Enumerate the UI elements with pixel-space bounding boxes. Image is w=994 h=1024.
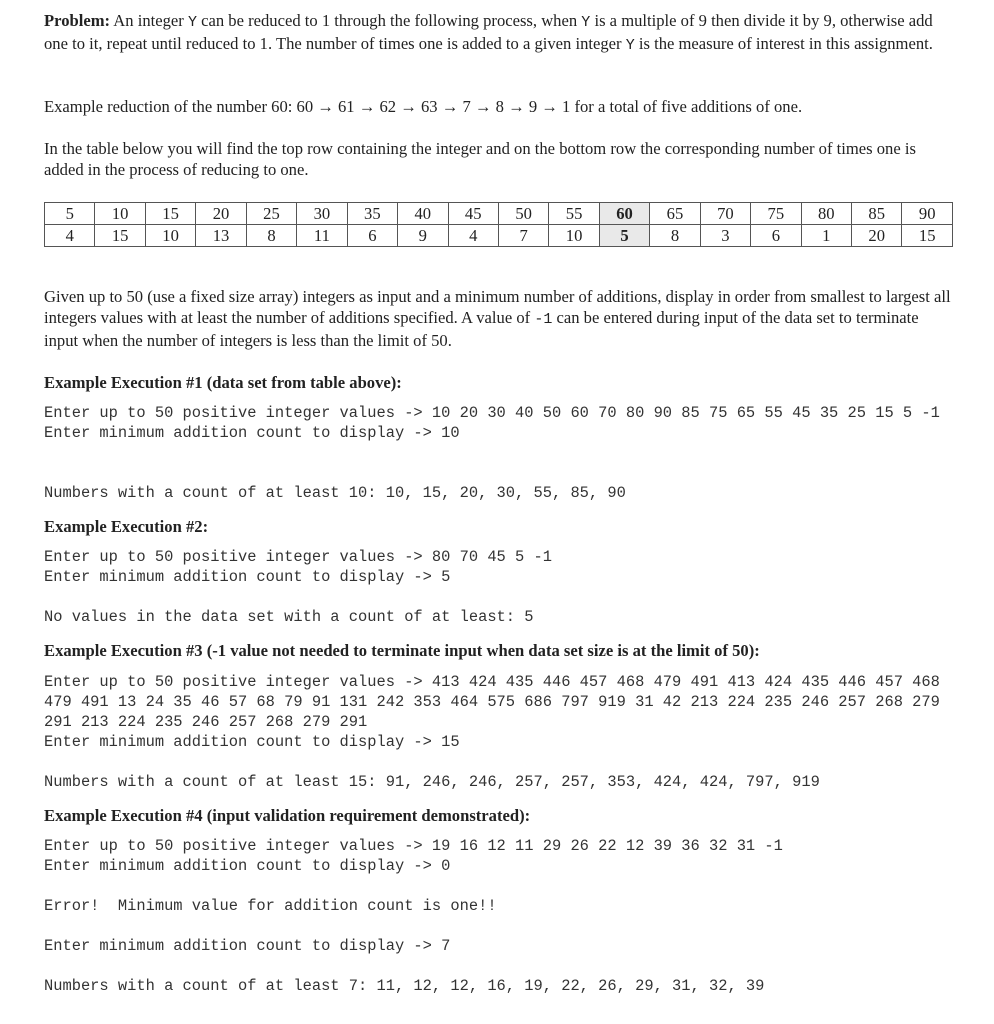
example-reduction: Example reduction of the number 60: 60 → 61 → 62 → 63 → 7 → 8 → 9 → 1 for a total of five additions of one. bbox=[44, 97, 803, 116]
task-text-2: can be entered during input of the data set to terminate input when the number of integers is less than the limit of 50. bbox=[44, 308, 919, 350]
addition-count-cell: 8 bbox=[246, 225, 296, 247]
example-4-reprompt: Enter minimum addition count to display -> 7 bbox=[44, 937, 451, 955]
addition-count-cell: 4 bbox=[448, 225, 498, 247]
example-2-count-prompt: Enter minimum addition count to display -> 5 bbox=[44, 568, 451, 586]
reduction-table bbox=[44, 202, 953, 247]
table-intro: In the table below you will find the top row containing the integer and on the bottom row the corresponding number of times one is added in the process of reducing to one. bbox=[44, 139, 916, 179]
task-text-1: Given up to 50 (use a fixed size array) integers as input and a minimum number of additions, display in order from smallest to largest all integers values with at least the number of additions specified. A value of bbox=[44, 287, 951, 327]
example-1-title: Example Execution #1 (data set from table above): bbox=[44, 373, 402, 392]
addition-count-cell: 10 bbox=[145, 225, 195, 247]
addition-count-cell: 20 bbox=[852, 225, 902, 247]
problem-text-4: is the measure of interest in this assignment. bbox=[634, 34, 933, 53]
integer-cell: 75 bbox=[751, 203, 801, 225]
addition-count-cell: 6 bbox=[347, 225, 397, 247]
example-2-console bbox=[44, 547, 954, 587]
integer-cell: 80 bbox=[801, 203, 851, 225]
example-1-result: Numbers with a count of at least 10: 10, 15, 20, 30, 55, 85, 90 bbox=[44, 484, 626, 502]
variable-y: Y bbox=[187, 14, 197, 31]
problem-label: Problem: bbox=[44, 11, 111, 30]
integer-row bbox=[45, 203, 953, 225]
example-4-result: Numbers with a count of at least 7: 11, 12, 12, 16, 19, 22, 26, 29, 31, 32, 39 bbox=[44, 977, 765, 995]
variable-y: Y bbox=[581, 14, 591, 31]
sentinel-value: -1 bbox=[534, 311, 553, 328]
integer-cell: 30 bbox=[297, 203, 347, 225]
addition-count-row bbox=[45, 225, 953, 247]
addition-count-cell: 13 bbox=[196, 225, 246, 247]
example-4-error: Error! Minimum value for addition count is one!! bbox=[44, 897, 497, 915]
example-4-count-prompt: Enter minimum addition count to display -> 0 bbox=[44, 857, 451, 875]
addition-count-cell: 7 bbox=[498, 225, 548, 247]
integer-cell: 5 bbox=[45, 203, 95, 225]
addition-count-cell: 6 bbox=[751, 225, 801, 247]
addition-count-cell: 10 bbox=[549, 225, 599, 247]
example-3-input-prompt: Enter up to 50 positive integer values -> 413 424 435 446 457 468 479 491 413 424 435 446 457 468 479 491 13 24 35 46 57 68 79 91 131 242 353 464 575 686 797 919 31 42 213 224 235 246 257 268 279 291 213 224 235 246 257 268 279 291 bbox=[44, 673, 950, 731]
addition-count-cell: 15 bbox=[95, 225, 145, 247]
integer-cell: 70 bbox=[700, 203, 750, 225]
example-2-result: No values in the data set with a count of at least: 5 bbox=[44, 608, 534, 626]
integer-cell: 15 bbox=[145, 203, 195, 225]
example-2-title: Example Execution #2: bbox=[44, 517, 209, 536]
addition-count-cell: 8 bbox=[650, 225, 700, 247]
integer-cell: 40 bbox=[398, 203, 448, 225]
addition-count-cell: 11 bbox=[297, 225, 347, 247]
integer-cell: 10 bbox=[95, 203, 145, 225]
example-1-input-prompt: Enter up to 50 positive integer values -> 10 20 30 40 50 60 70 80 90 85 75 65 55 45 35 25 15 5 -1 bbox=[44, 404, 940, 422]
integer-cell: 50 bbox=[498, 203, 548, 225]
example-1-count-prompt: Enter minimum addition count to display -> 10 bbox=[44, 424, 460, 442]
example-4-input-prompt: Enter up to 50 positive integer values -> 19 16 12 11 29 26 22 12 39 36 32 31 -1 bbox=[44, 837, 783, 855]
addition-count-cell: 15 bbox=[902, 225, 953, 247]
example-4-title: Example Execution #4 (input validation requirement demonstrated): bbox=[44, 806, 531, 825]
example-3-title: Example Execution #3 (-1 value not needed to terminate input when data set size is at the limit of 50): bbox=[44, 641, 760, 660]
addition-count-cell: 1 bbox=[801, 225, 851, 247]
example-3-result: Numbers with a count of at least 15: 91, 246, 246, 257, 257, 353, 424, 424, 797, 919 bbox=[44, 773, 820, 791]
integer-cell: 90 bbox=[902, 203, 953, 225]
addition-count-cell: 4 bbox=[45, 225, 95, 247]
integer-cell: 20 bbox=[196, 203, 246, 225]
problem-statement bbox=[44, 10, 954, 56]
addition-count-cell: 9 bbox=[398, 225, 448, 247]
integer-cell: 55 bbox=[549, 203, 599, 225]
example-3-console bbox=[44, 672, 954, 752]
addition-count-cell: 3 bbox=[700, 225, 750, 247]
integer-cell: 25 bbox=[246, 203, 296, 225]
addition-count-cell: 5 bbox=[599, 225, 649, 247]
integer-cell: 60 bbox=[599, 203, 649, 225]
integer-cell: 45 bbox=[448, 203, 498, 225]
example-3-count-prompt: Enter minimum addition count to display -> 15 bbox=[44, 733, 460, 751]
integer-cell: 85 bbox=[852, 203, 902, 225]
integer-cell: 65 bbox=[650, 203, 700, 225]
integer-cell: 35 bbox=[347, 203, 397, 225]
problem-text-3: is a multiple of 9 then divide it by 9, otherwise add one to it, repeat until reduced to 1. The number of times one is added to a given integer bbox=[44, 11, 933, 53]
task-description bbox=[44, 286, 954, 351]
problem-text-1: An integer bbox=[110, 11, 188, 30]
example-2-input-prompt: Enter up to 50 positive integer values -> 80 70 45 5 -1 bbox=[44, 548, 552, 566]
example-4-console bbox=[44, 836, 954, 876]
problem-text-2: can be reduced to 1 through the following process, when bbox=[196, 11, 582, 30]
variable-y: Y bbox=[625, 37, 635, 54]
example-1-console bbox=[44, 403, 954, 443]
